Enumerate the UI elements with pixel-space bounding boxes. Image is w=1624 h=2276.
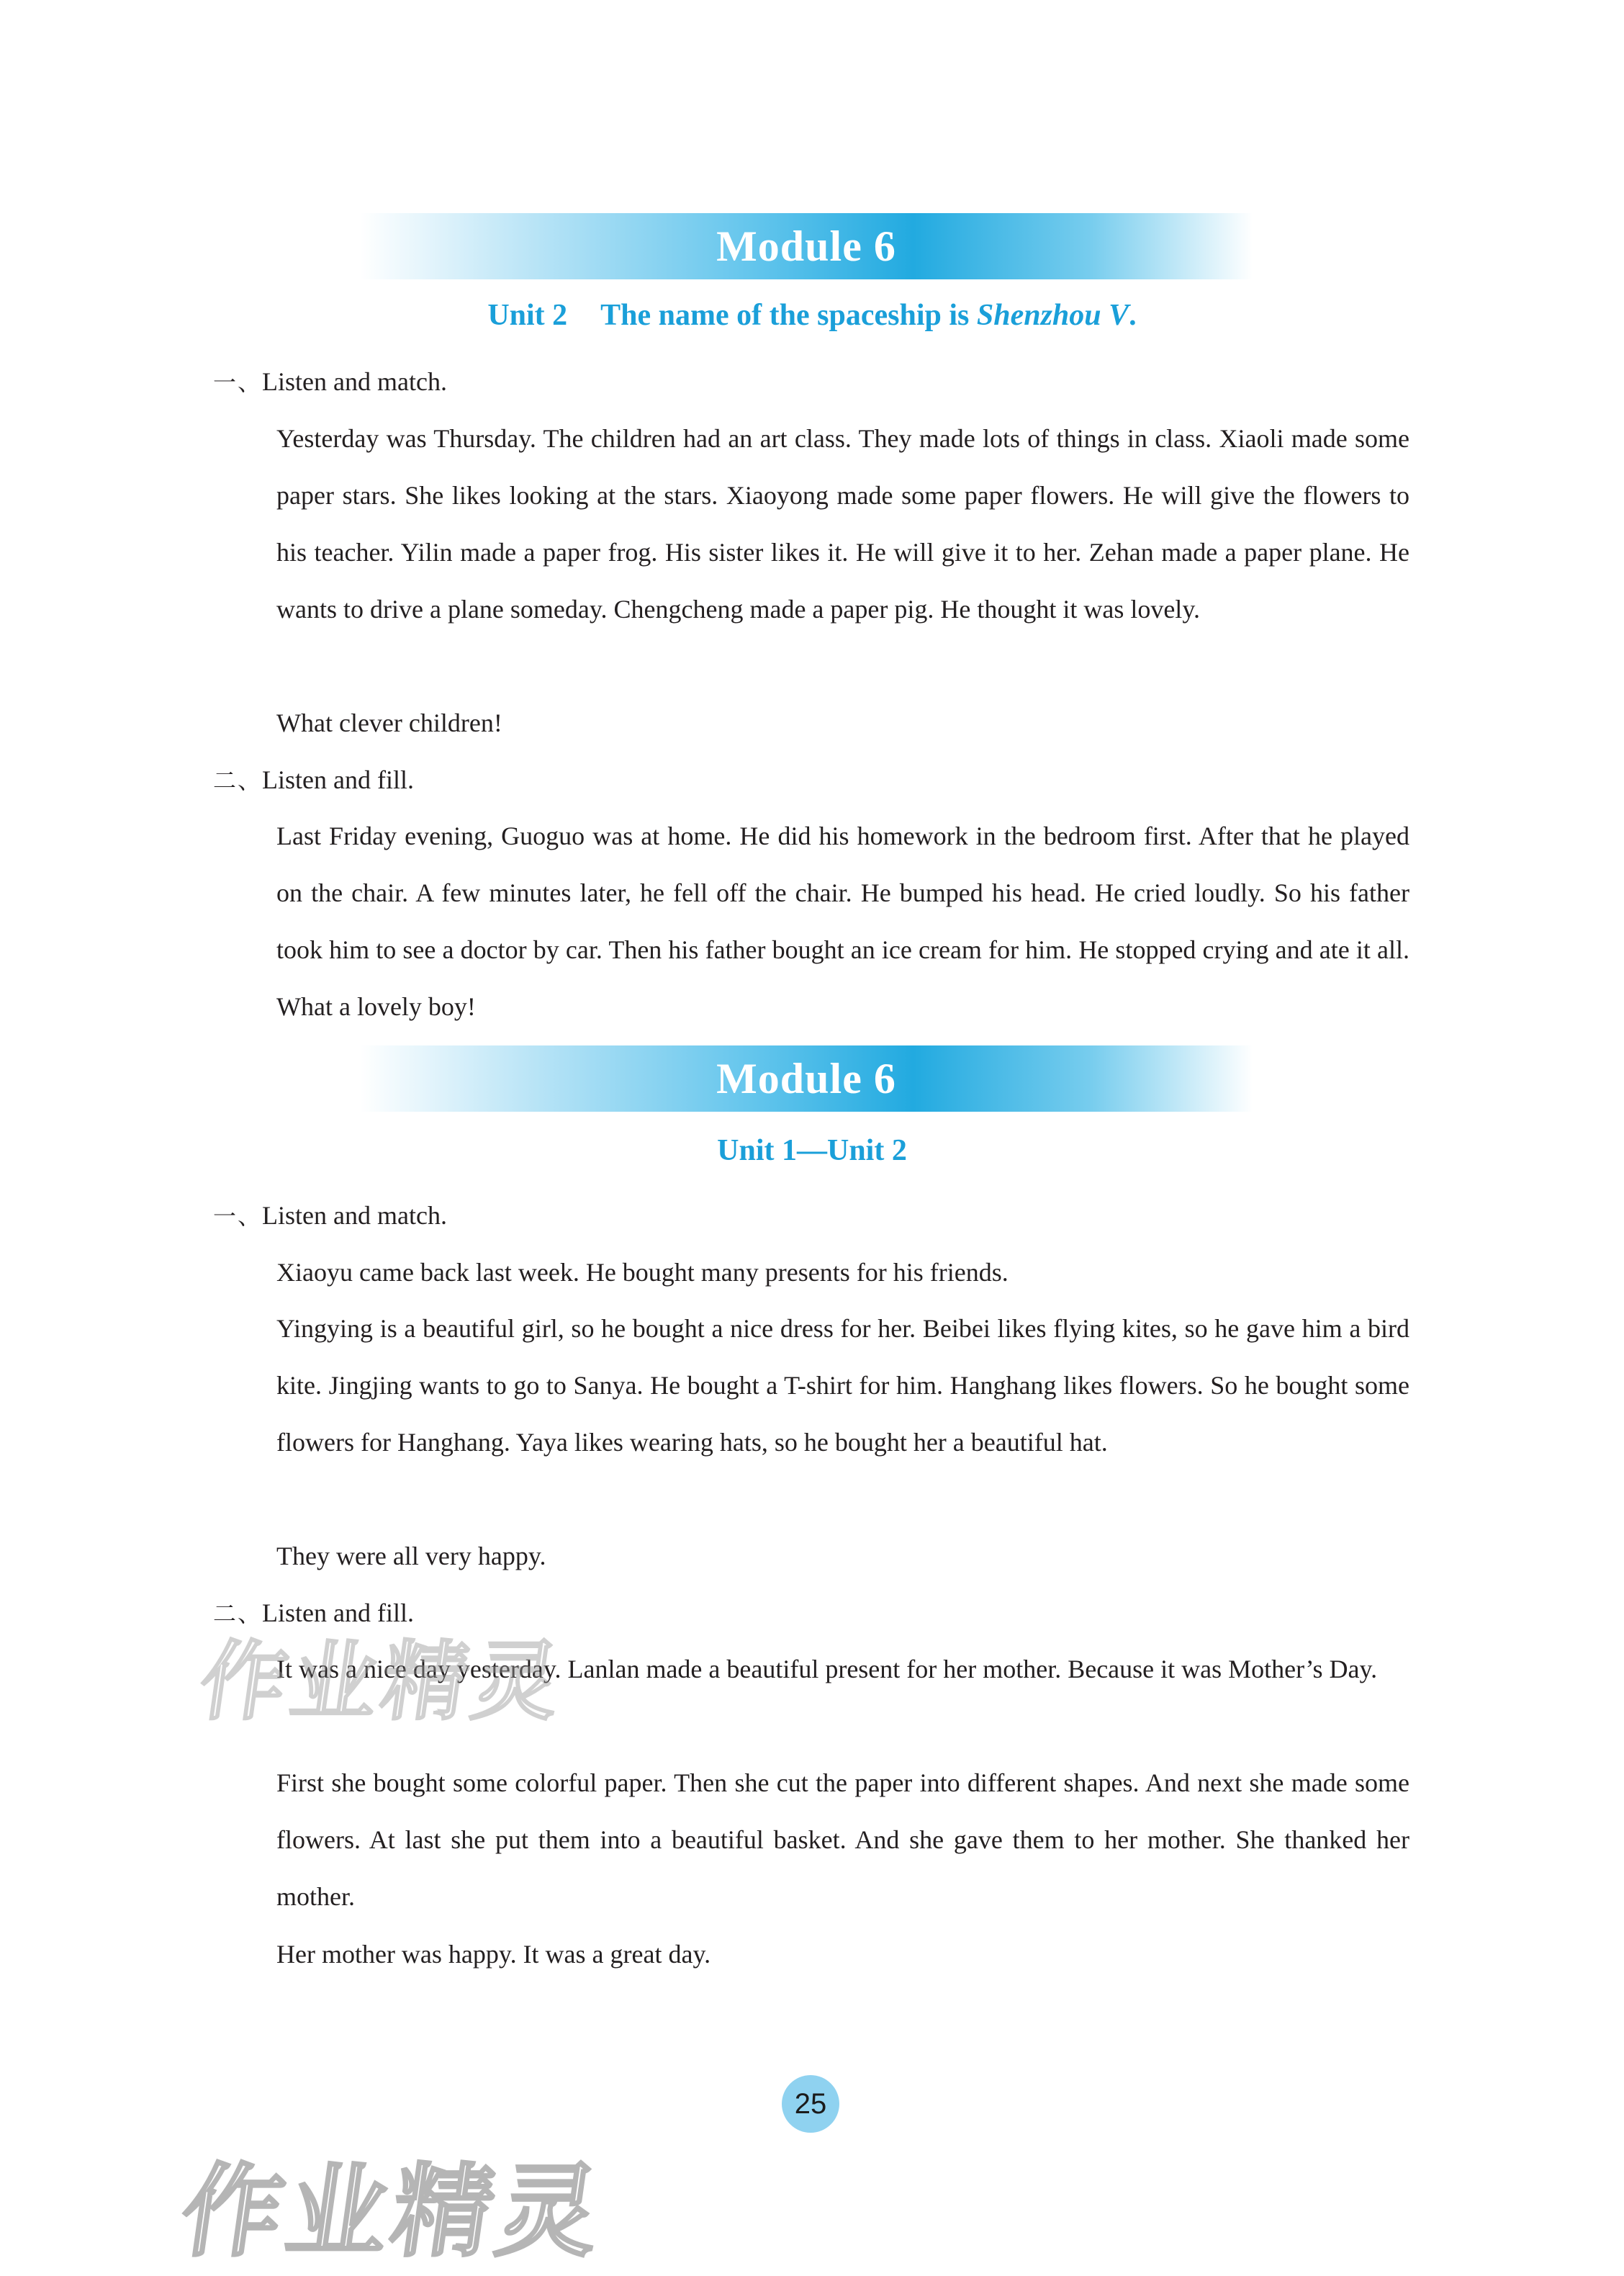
- s2-q2-paragraph-2: First she bought some colorful paper. Then she cut the paper into different shapes. And next she made some flowers. At last she put them into a beautiful basket. And she gave them to her mother. She thanked her mother.: [276, 1768, 1409, 1911]
- s1-q1-number: 一、: [213, 369, 263, 396]
- module-title-2: Module 6: [716, 1055, 896, 1102]
- s2-q1-intro-line: Xiaoyu came back last week. He bought many presents for his friends.: [276, 1258, 1009, 1287]
- unit-title-1: [0, 298, 1624, 333]
- unit-title-1-italic: Shenzhou V: [976, 299, 1129, 332]
- s2-q1-closing-line: They were all very happy.: [276, 1542, 546, 1570]
- module-title-1: Module 6: [716, 222, 896, 270]
- s1-q1-title: Listen and match.: [262, 367, 447, 396]
- s2-q2-number: 二、: [213, 1600, 263, 1627]
- module-banner-1: [360, 213, 1253, 279]
- s2-q1-number: 一、: [213, 1202, 263, 1230]
- page-number-badge: 25: [782, 2075, 839, 2133]
- unit-title-2: Unit 1—Unit 2: [717, 1134, 907, 1167]
- s1-q1-heading: [213, 364, 447, 400]
- unit-title-1-end: .: [1129, 299, 1137, 332]
- s2-q2-title: Listen and fill.: [262, 1598, 414, 1627]
- s2-q1-title: Listen and match.: [262, 1201, 447, 1230]
- watermark-logo-bottom: 作业精灵: [173, 2154, 611, 2271]
- s2-q1-paragraph: Yingying is a beautiful girl, so he bought a nice dress for her. Beibei likes flying kites, so he gave him a bird kite. Jingjing wants to go to Sanya. He bought a T-shirt for him. Hanghang likes flowers. So he bought some flowers for Hanghang. Yaya likes wearing hats, so he bought her a beautiful hat.: [276, 1314, 1409, 1457]
- unit-title-1-prefix: Unit 2: [487, 299, 568, 332]
- s1-q1-closing-line: What clever children!: [276, 709, 502, 737]
- s1-q2-number: 二、: [213, 767, 263, 794]
- s1-q2-heading: [213, 762, 414, 799]
- watermark-logo-middle: 作业精灵: [193, 1632, 571, 1732]
- module-banner-2: [360, 1045, 1253, 1112]
- s1-q1-paragraph: Yesterday was Thursday. The children had an art class. They made lots of things in class. Xiaoli made some paper stars. She likes looking at the stars. Xiaoyong made some paper flowers. He will give the flowers to his teacher. Yilin made a paper frog. His sister likes it. He will give it to her. Zehan made a paper plane. He wants to drive a plane someday. Chengcheng made a paper pig. He thought it was lovely.: [276, 424, 1409, 624]
- s2-q2-closing-line: Her mother was happy. It was a great day.: [276, 1940, 711, 1969]
- unit-title-1-main: The name of the spaceship is: [600, 299, 970, 332]
- s1-q2-title: Listen and fill.: [262, 765, 414, 794]
- s2-q2-paragraph-1: It was a nice day yesterday. Lanlan made a beautiful present for her mother. Because it was Mother’s Day.: [276, 1655, 1378, 1683]
- s1-q2-paragraph: Last Friday evening, Guoguo was at home. He did his homework in the bedroom first. After that he played on the chair. A few minutes later, he fell off the chair. He bumped his head. He cried loudly. So his father took him to see a doctor by car. Then his father bought an ice cream for him. He stopped crying and ate it all. What a lovely boy!: [276, 822, 1409, 1021]
- s2-q1-heading: [213, 1197, 447, 1234]
